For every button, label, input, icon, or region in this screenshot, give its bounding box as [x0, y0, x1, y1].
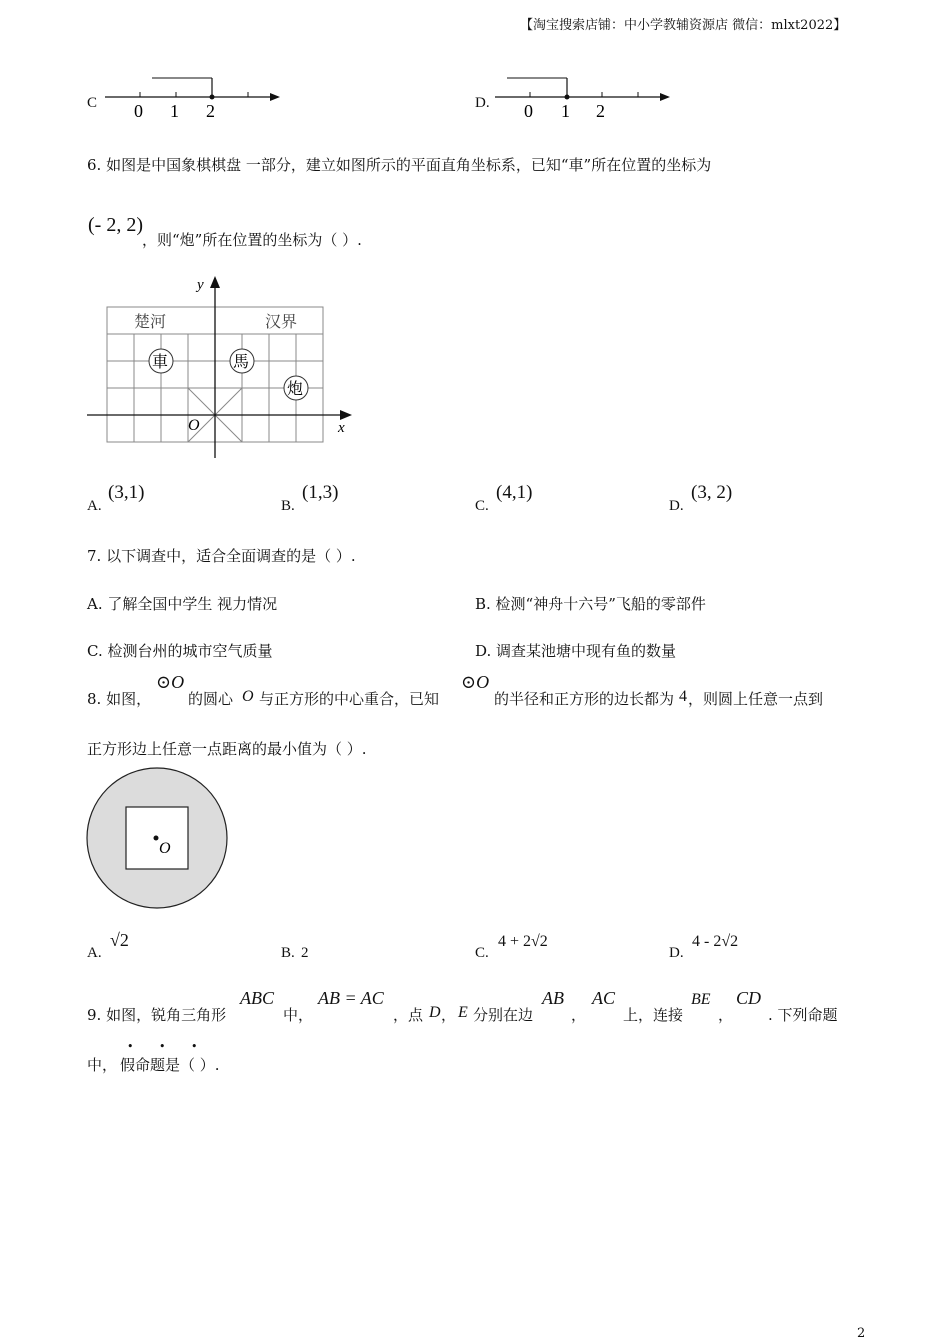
q6-chessboard-figure [82, 270, 362, 465]
q9-equation: AB = AC [318, 988, 384, 1008]
q8-stem-part5: ，则圆上任意一点到 [688, 690, 824, 708]
q8-circle-symbol-2: ⊙O [461, 672, 490, 692]
tick-label: 0 [134, 101, 143, 120]
q9-side-ab: AB [542, 988, 564, 1008]
center-o-label: O [159, 840, 171, 857]
q9-stem-part2: 中， [283, 1006, 314, 1024]
q9-stem-line2-a: 中， [87, 1056, 118, 1074]
q8-circle-square-figure [83, 765, 233, 913]
q5-option-d-numberline [490, 70, 680, 120]
q8-option-c-value: 4 + 2√2 [498, 933, 548, 950]
q8-option-c-label: C. [475, 945, 489, 961]
piece-che: 車 [152, 354, 169, 371]
q9-sep: ， [441, 1006, 457, 1024]
piece-ma: 馬 [233, 354, 250, 371]
q5-option-c-numberline [100, 70, 290, 120]
q9-comma-2: ， [718, 1006, 734, 1024]
tick-label: 2 [596, 101, 605, 120]
q5-option-d-label: D. [475, 95, 490, 111]
q8-option-d-value: 4 - 2√2 [692, 933, 739, 950]
q9-stem-line2-b: 假命题 [120, 1056, 166, 1074]
q7-option-b: B. 检测“神舟十六号”飞船的零部件 [475, 595, 706, 613]
q9-segment-be: BE [691, 991, 711, 1008]
q8-center-label: O [242, 688, 254, 705]
q8-option-d-label: D. [669, 945, 684, 961]
piece-pao: 炮 [287, 381, 304, 398]
q8-stem-part3: 与正方形的中心重合，已知 [259, 690, 440, 708]
q9-triangle-abc: ABC [240, 988, 274, 1008]
q6-option-b-value: (1,3) [302, 482, 339, 503]
q6-stem-line1: 6. 如图是中国象棋棋盘 一部分，建立如图所示的平面直角坐标系，已知“車”所在位置的坐标为 [87, 156, 712, 174]
q8-stem-part2: 的圆心 [188, 690, 234, 708]
river-label-left: 楚河 [134, 314, 167, 331]
q9-side-ac: AC [592, 988, 616, 1008]
q9-stem-part4: 分别在边 [473, 1006, 534, 1024]
q8-circle-symbol: ⊙O [156, 672, 185, 692]
river-label-right: 汉界 [265, 314, 298, 331]
q9-stem-part1: 9. 如图，锐角三角形 [87, 1006, 227, 1024]
q8-option-a-value: √2 [110, 930, 129, 950]
q8-stem-line2: 正方形边上任意一点距离的最小值为（ ）. [87, 740, 367, 758]
q9-emphasis-dots: • • • [127, 1040, 209, 1053]
q9-comma-1: ， [571, 1006, 587, 1024]
origin-label: O [188, 417, 200, 434]
q7-stem: 7. 以下调查中，适合全面调查的是（ ）. [87, 547, 356, 565]
tick-label: 0 [524, 101, 533, 120]
q7-option-c: C. 检测台州的城市空气质量 [87, 642, 273, 660]
header-watermark: 【淘宝搜索店铺：中小学教辅资源店 微信：mlxt2022】 [520, 18, 847, 33]
q6-option-d-label: D. [669, 498, 684, 514]
q8-stem-part1: 8. 如图， [87, 690, 152, 708]
q8-option-b-value: 2 [301, 945, 309, 961]
q8-option-a-label: A. [87, 945, 102, 961]
y-axis-label: y [197, 277, 204, 293]
q8-stem-part4: 的半径和正方形的边长都为 [494, 690, 675, 708]
q6-option-b-label: B. [281, 498, 295, 514]
q9-point-d: D [429, 1004, 441, 1021]
q9-stem-part5: 上，连接 [623, 1006, 684, 1024]
x-axis-label: x [338, 420, 345, 436]
q7-option-d: D. 调查某池塘中现有鱼的数量 [475, 642, 677, 660]
q9-point-e: E [458, 1004, 468, 1021]
q9-stem-line2-c: 是（ ）. [165, 1056, 220, 1074]
tick-label: 1 [170, 101, 179, 120]
q6-option-c-value: (4,1) [496, 482, 533, 503]
tick-label: 1 [561, 101, 570, 120]
q6-option-d-value: (3, 2) [691, 482, 733, 503]
q6-option-a-value: (3,1) [108, 482, 145, 503]
q6-stem-line2: ，则“炮”所在位置的坐标为（ ）. [142, 231, 362, 249]
q8-option-b-label: B. [281, 945, 295, 961]
tick-label: 2 [206, 101, 215, 120]
q5-option-c-label: C [87, 95, 98, 111]
q9-stem-part3: ，点 [393, 1006, 424, 1024]
q6-option-c-label: C. [475, 498, 489, 514]
q6-coord-given: (- 2, 2) [88, 214, 143, 236]
q8-value-4: 4 [679, 688, 687, 705]
q9-segment-cd: CD [736, 988, 762, 1008]
q7-option-a: A. 了解全国中学生 视力情况 [87, 595, 278, 613]
page-number: 2 [857, 1326, 866, 1341]
q6-option-a-label: A. [87, 498, 102, 514]
q9-stem-part6: . 下列命题 [768, 1006, 838, 1024]
